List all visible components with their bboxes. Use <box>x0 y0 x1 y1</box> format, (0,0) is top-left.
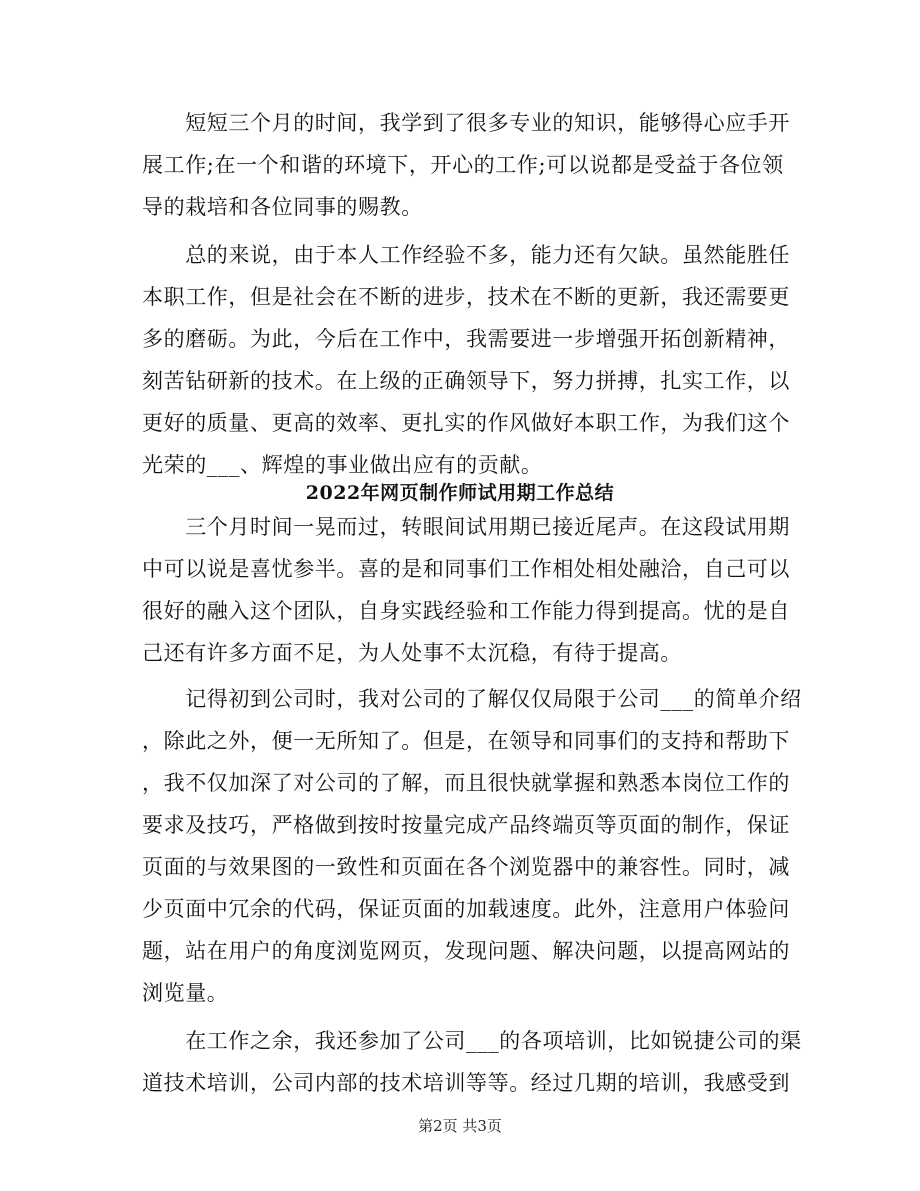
paragraph-4-line-2: ，除此之外，便一无所知了。但是，在领导和同事们的支持和帮助下 <box>142 729 790 753</box>
paragraph-1-line-3: 导的栽培和各位同事的赐教。 <box>142 195 423 219</box>
paragraph-2-line-1: 总的来说，由于本人工作经验不多，能力还有欠缺。虽然能胜任 <box>142 243 790 267</box>
paragraph-5-line-1: 在工作之余，我还参加了公司___的各项培训，比如锐捷公司的渠 <box>142 1029 802 1053</box>
section-title: 2022年网页制作师试用期工作总结 <box>305 482 615 504</box>
paragraph-2-line-6: 光荣的___、辉煌的事业做出应有的贡献。 <box>142 453 543 477</box>
paragraph-5-line-2: 道技术培训，公司内部的技术培训等等。经过几期的培训，我感受到 <box>142 1071 790 1095</box>
paragraph-2-line-5: 更好的质量、更高的效率、更扎实的作风做好本职工作，为我们这个 <box>142 411 790 435</box>
paragraph-4-line-7: 题，站在用户的角度浏览网页，发现问题、解决问题，以提高网站的 <box>142 939 790 963</box>
paragraph-1-line-1: 短短三个月的时间，我学到了很多专业的知识，能够得心应手开 <box>142 111 790 135</box>
paragraph-3-line-4: 己还有许多方面不足，为人处事不太沉稳，有待于提高。 <box>142 641 682 665</box>
paragraph-1-line-2: 展工作;在一个和谐的环境下，开心的工作;可以说都是受益于各位领 <box>142 153 784 177</box>
paragraph-3-line-2: 中可以说是喜忧参半。喜的是和同事们工作相处相处融洽，自己可以 <box>142 557 790 581</box>
paragraph-4-line-1: 记得初到公司时，我对公司的了解仅仅局限于公司___的简单介绍 <box>142 687 802 711</box>
paragraph-2-line-3: 多的磨砺。为此，今后在工作中，我需要进一步增强开拓创新精神， <box>142 327 790 351</box>
paragraph-4-line-4: 要求及技巧，严格做到按时按量完成产品终端页等页面的制作，保证 <box>142 813 790 837</box>
paragraph-3-line-3: 很好的融入这个团队，自身实践经验和工作能力得到提高。忧的是自 <box>142 599 790 623</box>
paragraph-4-line-8: 浏览量。 <box>142 981 229 1005</box>
paragraph-4-line-5: 页面的与效果图的一致性和页面在各个浏览器中的兼容性。同时，减 <box>142 855 790 879</box>
page-number: 第2页 共3页 <box>418 1117 502 1135</box>
paragraph-3-line-1: 三个月时间一晃而过，转眼间试用期已接近尾声。在这段试用期 <box>142 515 790 539</box>
paragraph-2-line-2: 本职工作，但是社会在不断的进步，技术在不断的更新，我还需要更 <box>142 285 790 309</box>
paragraph-4-line-3: ，我不仅加深了对公司的了解，而且很快就掌握和熟悉本岗位工作的 <box>142 771 790 795</box>
paragraph-4-line-6: 少页面中冗余的代码，保证页面的加载速度。此外，注意用户体验问 <box>142 897 790 921</box>
paragraph-2-line-4: 刻苦钻研新的技术。在上级的正确领导下，努力拼搏，扎实工作，以 <box>142 369 790 393</box>
